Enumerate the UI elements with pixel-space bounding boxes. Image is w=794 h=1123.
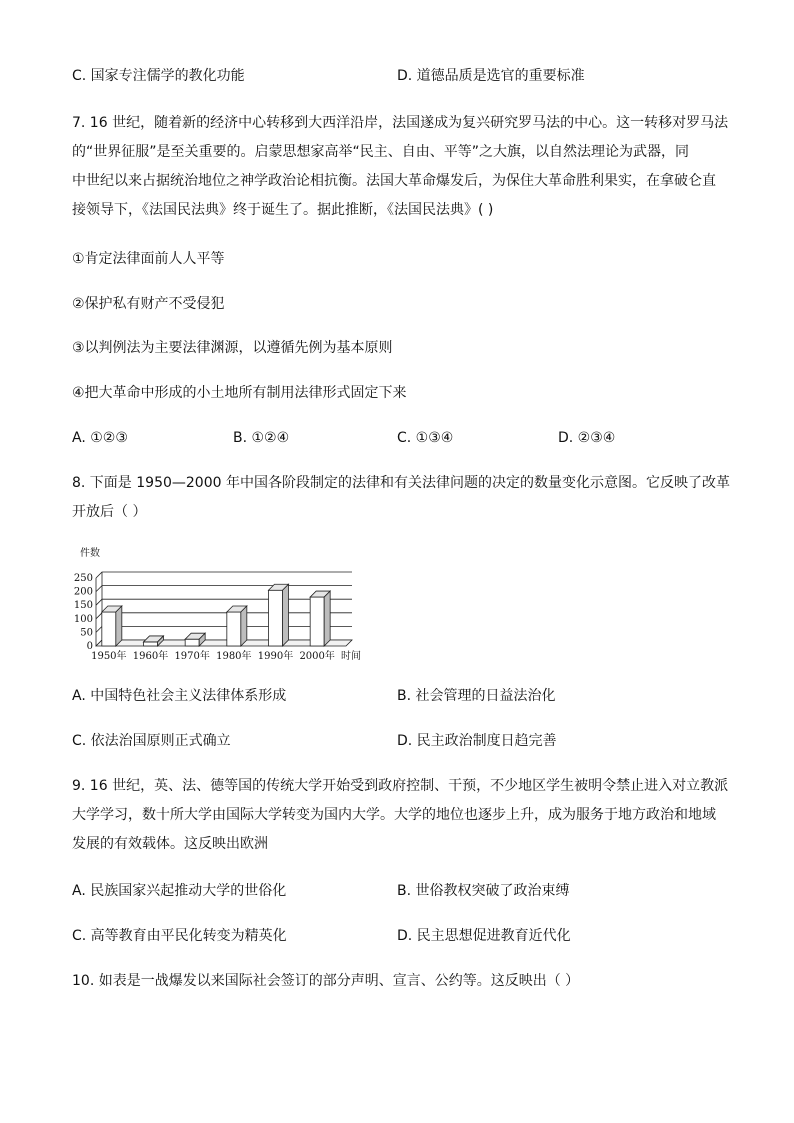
chart-bar <box>102 606 122 646</box>
q9-option-b: B. 世俗教权突破了政治束缚 <box>397 883 570 899</box>
chart-bar <box>310 591 330 646</box>
question-7-line: 7. 16 世纪，随着新的经济中心转移到大西洋沿岸，法国遂成为复兴研究罗马法的中心。这一转移对罗马法 <box>72 115 729 131</box>
chart-bar <box>269 584 289 646</box>
chart-xtick-label: 1980年 <box>216 651 252 662</box>
question-7-line: 中世纪以来占据统治地位之神学政治论相抗衡。法国大革命爆发后，为保住大革命胜利果实，在拿破仑直 <box>72 173 716 189</box>
chart-gridline <box>96 586 352 592</box>
q9-option-a: A. 民族国家兴起推动大学的世俗化 <box>72 883 287 899</box>
question-7-line: 的“世界征服”是至关重要的。启蒙思想家高举“民主、自由、平等”之大旗，以自然法理论为武器，同 <box>72 144 690 160</box>
chart-ytick-label: 250 <box>73 573 93 584</box>
q8-option-b: B. 社会管理的日益法治化 <box>397 688 556 704</box>
q8-option-c: C. 依法治国原则正式确立 <box>72 733 231 749</box>
chart-ytick-label: 200 <box>73 586 93 598</box>
q6-option-c: C. 国家专注儒学的教化功能 <box>72 68 245 84</box>
chart-ylabel: 件数 <box>80 548 100 559</box>
chart-xtick-label: 2000年 <box>299 651 335 662</box>
chart-xtick-label: 1970年 <box>174 651 210 662</box>
q7-option-b: B. ①②④ <box>233 430 290 446</box>
question-7-line: 接领导下，《法国民法典》终于诞生了。据此推断，《法国民法典》( ) <box>72 202 494 218</box>
chart-ytick-label: 100 <box>73 613 93 625</box>
q9-option-c: C. 高等教育由平民化转变为精英化 <box>72 928 287 944</box>
q7-option-a: A. ①②③ <box>72 430 128 446</box>
q7-statement-2: ②保护私有财产不受侵犯 <box>72 296 225 312</box>
q7-statement-1: ①肯定法律面前人人平等 <box>72 251 225 267</box>
q7-statement-3: ③以判例法为主要法律渊源，以遵循先例为基本原则 <box>72 340 393 356</box>
question-9-line: 发展的有效载体。这反映出欧洲 <box>72 836 268 852</box>
q7-statement-4: ④把大革命中形成的小土地所有制用法律形式固定下来 <box>72 385 407 401</box>
chart-gridline <box>96 572 352 578</box>
q7-option-c: C. ①③④ <box>397 430 454 446</box>
chart-xtick-label: 1990年 <box>257 651 294 662</box>
question-7-stem <box>72 113 729 229</box>
question-8-line: 开放后（ ） <box>72 504 147 520</box>
chart-bar <box>227 606 247 646</box>
q7-option-d: D. ②③④ <box>558 430 616 446</box>
q8-option-d: D. 民主政治制度日趋完善 <box>397 733 557 749</box>
q8-option-a: A. 中国特色社会主义法律体系形成 <box>72 688 287 704</box>
question-8-stem <box>72 473 730 531</box>
question-10-stem: 10. 如表是一战爆发以来国际社会签订的部分声明、宣言、公约等。这反映出（ ） <box>72 973 580 989</box>
question-8-line: 8. 下面是 1950—2000 年中国各阶段制定的法律和有关法律问题的决定的数量变化示意图。它反映了改革 <box>72 475 730 491</box>
chart-xtick-label: 1960年 <box>132 651 169 662</box>
q9-option-d: D. 民主思想促进教育近代化 <box>397 928 571 944</box>
question-9-line: 9. 16 世纪，英、法、德等国的传统大学开始受到政府控制、干预，不少地区学生被明令禁止进入对立教派 <box>72 778 729 794</box>
chart-xlabel: 时间 <box>341 651 361 662</box>
chart-ytick-label: 150 <box>73 600 93 612</box>
question-9-stem <box>72 776 729 863</box>
law-count-bar-chart <box>60 542 370 666</box>
chart-ytick-label: 50 <box>80 627 93 639</box>
chart-ytick-label: 0 <box>86 641 93 652</box>
q6-option-d: D. 道德品质是选官的重要标准 <box>397 68 585 84</box>
question-9-line: 大学学习，数十所大学由国际大学转变为国内大学。大学的地位也逐步上升，成为服务于地方政治和地域 <box>72 807 716 823</box>
chart-xtick-label: 1950年 <box>91 651 127 662</box>
